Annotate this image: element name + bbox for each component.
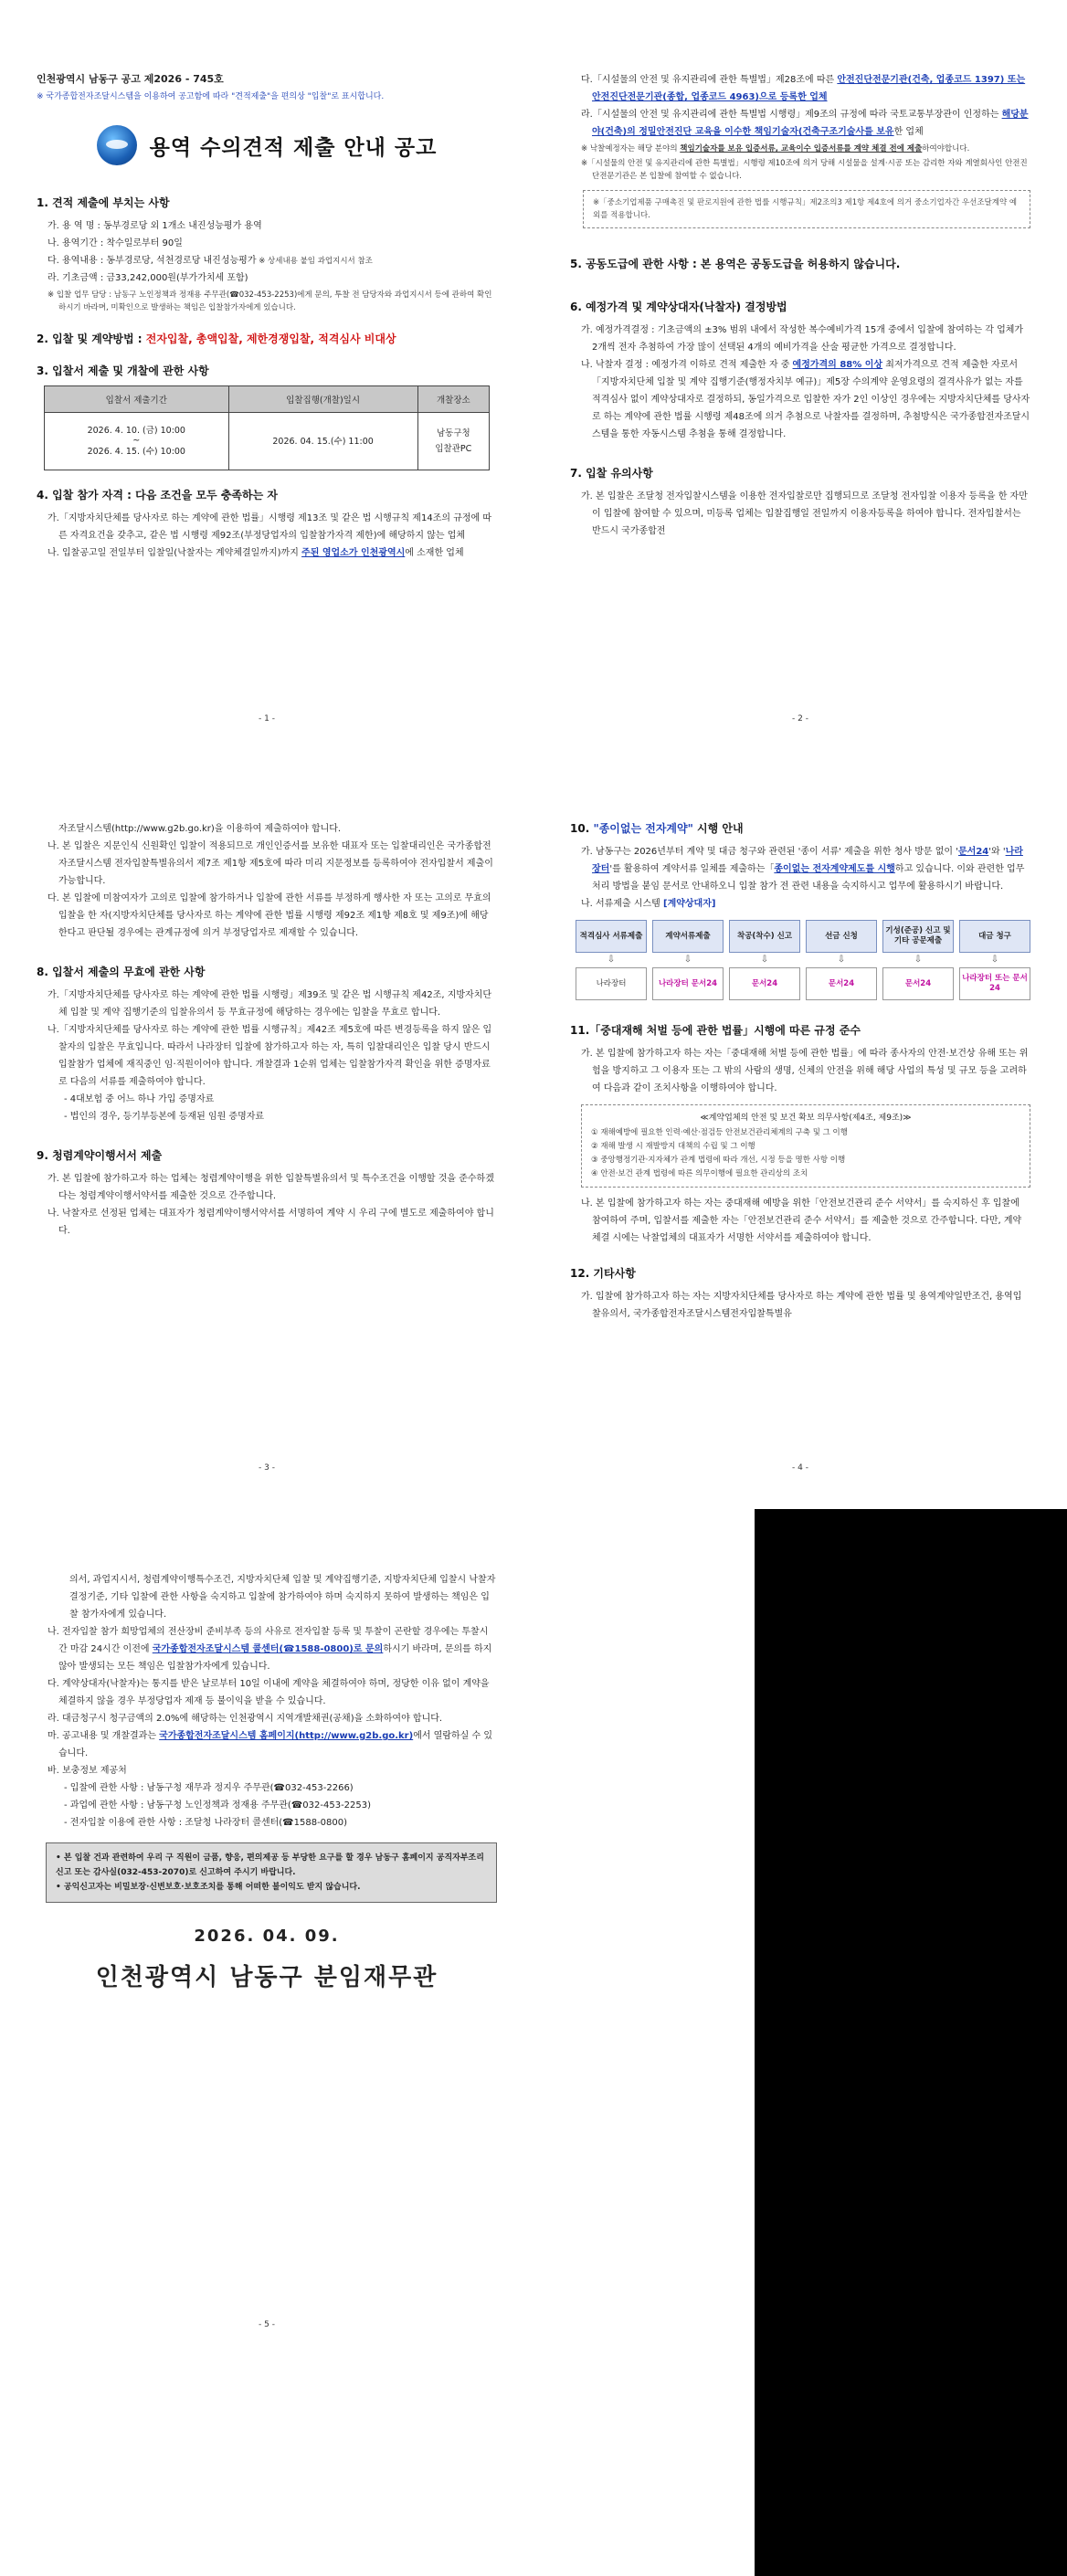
s1-item-content: 다. 용역내용 : 동부경로당, 석천경로당 내진성능평가 ※ 상세내용 붙임 과업지시서 참조 — [48, 256, 373, 266]
page-number: - 2 - — [792, 714, 808, 723]
obligation-title: ≪계약업체의 안전 및 보건 확보 의무사항(제4조, 제9조)≫ — [700, 1114, 912, 1123]
s7-ga: 가. 본 입찰은 조달청 전자입찰시스템을 이용한 전자입찰로만 집행되므로 조달청 전자입찰 이용자 등록을 한 자만이 입찰에 참여할 수 있으며, 미등록 업체는 입찰집행일 전일까지 이용자등록을 하여야 합니다. 전자입찰서는 반드시 국가종합전 — [581, 491, 1028, 536]
section-10-heading: 10. "종이없는 전자계약" 시행 안내 — [570, 822, 744, 835]
s1-item-name: 가. 용 역 명 : 동부경로당 외 1개소 내진성능평가 용역 — [48, 221, 262, 231]
s12-ra: 라. 대금청구시 청구금액의 2.0%에 해당하는 인천광역시 지역개발채권(공채)을 소화하여야 합니다. — [48, 1714, 443, 1724]
obligation-item: ③ 중앙행정기관·지자체가 관계 법령에 따라 개선, 시정 등을 명한 사항 이행 — [591, 1156, 846, 1165]
sme-exception-note: ※「중소기업제품 구매촉진 및 판로지원에 관한 법률 시행규칙」제2조의3 제1항 제4호에 의거 중소기업자간 우선조달계약 예외를 적용합니다. — [583, 190, 1030, 228]
issuing-office: 인천광역시 남동구 분임재무관 — [95, 1964, 438, 1991]
arrow-down-icon: ⇩ — [683, 955, 692, 965]
col-place: 개찰장소 — [417, 386, 489, 413]
s12-ma: 마. 공고내용 및 개찰결과는 국가종합전자조달시스템 홈페이지(http://www.g2b.go.kr)에서 열람하실 수 있습니다. — [48, 1731, 493, 1758]
s8-na: 나.「지방자치단체를 당사자로 하는 계약에 관한 법률 시행규칙」제42조 제5호에 따른 변경등록을 하지 않은 입찰자의 입찰은 무효입니다. 따라서 나라장터 입찰에 참가하고자 하는 자, 특히 입찰대리인은 입찰 당시 반드시 입찰참가 업체에 재직중인 임·직원이어야 합니다. 개찰결과 1순위 업체는 입찰참가자격 확인을 위한 증명자료로 다음의 서류를 제출하여야 합니다. — [48, 1025, 492, 1087]
s4-na: 나. 입찰공고일 전일부터 입찰일(낙찰자는 계약체결일까지)까지 주된 영업소가 인천광역시에 소재한 업체 — [48, 548, 464, 558]
col-period: 입찰서 제출기간 — [45, 386, 229, 413]
arrow-down-icon: ⇩ — [607, 955, 616, 965]
s4-star2: ※「시설물의 안전 및 유지관리에 관한 특별법」시행령 제10조에 의거 당해 시설물을 설계·시공 또는 감리한 자와 계열회사인 안전진단전문기관은 본 입찰에 참여할 수 없습니다. — [581, 159, 1028, 181]
s9-na: 나. 낙찰자로 선정된 업체는 대표자가 청렴계약이행서약서를 서명하여 계약 시 우리 구에 별도로 제출하여야 합니다. — [48, 1209, 494, 1236]
page-5 — [0, 1498, 534, 2576]
s10-ga: 가. 남동구는 2026년부터 계약 및 대금 청구와 관련된 '종이 서류' 제출을 위한 청사 방문 없이 '문서24'와 '나라장터'를 활용하여 계약서류 일체를 제출하는「종이없는 전자계약제도를 시행하고 있습니다. 이와 관련한 업무처리 방법을 붙임 문서로 안내하오니 입찰 참가 전 관련 내용을 숙지하시고 업무에 활용하시기 바랍니다. — [581, 847, 1025, 892]
s6-ga: 가. 예정가격결정 : 기초금액의 ±3% 범위 내에서 작성한 복수예비가격 15개 중에서 입찰에 참여하는 각 업체가 2개씩 전자 추첨하여 가장 많이 선택된 4개의 예비가격을 산술 평균한 가격으로 결정합니다. — [581, 325, 1024, 353]
notice-number: 인천광역시 남동구 공고 제2026 - 745호 — [37, 73, 224, 85]
page-2 — [534, 0, 1067, 749]
section-11-heading: 11.「중대재해 처벌 등에 관한 법률」시행에 따른 규정 준수 — [570, 1024, 861, 1037]
page-4 — [534, 749, 1067, 1498]
s9-ga: 가. 본 입찰에 참가하고자 하는 업체는 청렴계약이행을 위한 입찰특별유의서 및 특수조건을 이행할 것을 준수하겠다는 청렴계약이행서약서를 제출한 것으로 간주합니다. — [48, 1174, 494, 1201]
section-2-heading: 2. 입찰 및 계약방법 : 전자입찰, 총액입찰, 제한경쟁입찰, 적격심사 비대상 — [37, 333, 396, 345]
integrity-notice-2: • 공익신고자는 비밀보장·신변보호·보호조치를 통해 어떠한 불이익도 받지 않습니다. — [56, 1883, 361, 1892]
s8-ga: 가.「지방자치단체를 당사자로 하는 계약에 관한 법률 시행령」제39조 및 같은 법 시행규칙 제42조, 지방자치단체 입찰 및 계약 집행기준의 입찰유의서 등 무효규정에 해당하는 경우에는 입찰을 무효로 합니다. — [48, 990, 492, 1018]
s4-star1: ※ 낙찰예정자는 해당 분야의 책임기술자를 보유 입증서류, 교육이수 입증서류를 계약 체결 전에 제출하여야합니다. — [581, 144, 970, 153]
flow-step-qualification: 적격심사 서류제출 ⇩ 나라장터 — [576, 920, 647, 1000]
contact-e-bid: - 전자입찰 이용에 관한 사항 : 조달청 나라장터 콜센터(☎1588-0800) — [64, 1818, 348, 1828]
schedule-table — [44, 385, 490, 470]
section-12-heading: 12. 기타사항 — [570, 1267, 636, 1280]
section-5-heading: 5. 공동도급에 관한 사항 : 본 용역은 공동도급을 허용하지 않습니다. — [570, 258, 901, 270]
namdong-logo-icon — [97, 125, 137, 165]
notice-note: ※ 국가종합전자조달시스템을 이용하여 공고함에 따라 "견적제출"을 편의상 "입찰"로 표시합니다. — [37, 92, 385, 101]
arrow-down-icon: ⇩ — [760, 955, 769, 965]
s1-item-period: 나. 용역기간 : 착수일로부터 90일 — [48, 238, 183, 248]
cell-place: 남동구청 입찰관PC — [417, 413, 489, 470]
s8-doc1: - 4대보험 중 어느 하나 가입 증명자료 — [64, 1094, 215, 1104]
s1-contact-note: ※ 입찰 업무 담당 : 남동구 노인정책과 정재용 주무관(☎032-453-2253)에게 문의, 투찰 전 담당자와 과업지시서 등에 관하여 확인하시기 바라며, 미확인으로 발생하는 책임은 입찰참가자에게 있습니다. — [48, 290, 492, 312]
integrity-notice-box — [46, 1842, 497, 1903]
cell-opening: 2026. 04. 15.(수) 11:00 — [228, 413, 417, 470]
black-area — [755, 1509, 1067, 2576]
obligation-item: ④ 안전·보건 관계 법령에 따른 의무이행에 필요한 관리상의 조치 — [591, 1169, 808, 1178]
obligation-item: ② 재해 발생 시 재발방지 대책의 수립 및 그 이행 — [591, 1142, 755, 1151]
obligation-item: ① 재해예방에 필요한 인력·예산·점검등 안전보건관리체계의 구축 및 그 이행 — [591, 1128, 848, 1137]
s7-na: 나. 본 입찰은 지문인식 신원확인 입찰이 적용되므로 개인인증서를 보유한 대표자 또는 입찰대리인은 국가종합전자조달시스템 전자입찰특별유의서 제7조 제1항 제5호에 따라 미리 지문정보를 등록하여야 전자입찰서 제출이 가능합니다. — [48, 841, 493, 886]
page-number: - 4 - — [792, 1463, 808, 1473]
contact-task: - 과업에 관한 사항 : 남동구청 노인정책과 정재용 주무관(☎032-453-2253) — [64, 1800, 372, 1811]
title-row — [37, 125, 497, 165]
arrow-down-icon: ⇩ — [990, 955, 999, 965]
s1-item-base-amount: 라. 기초금액 : 금33,242,000원(부가가치세 포함) — [48, 273, 248, 283]
flow-step-payment-claim: 대금 청구 ⇩ 나라장터 또는 문서24 — [959, 920, 1030, 1000]
s4-ra: 라.「시설물의 안전 및 유지관리에 관한 특별법 시행령」제9조의 규정에 따라 국토교통부장관이 인정하는 해당분야(건축)의 정밀안전진단 교육을 이수한 책임기술자(건축구조기술사를 보유한 업체 — [581, 110, 1029, 137]
col-opening: 입찰집행(개찰)일시 — [228, 386, 417, 413]
s12-na: 나. 전자입찰 참가 희망업체의 전산장비 준비부족 등의 사유로 전자입찰 등록 및 투찰이 곤란할 경우에는 투찰시간 마감 24시간 이전에 국가종합전자조달시스템 콜센터(☎1588-0800)로 문의하시기 바라며, 문의를 하지 않아 발생되는 모든 책임은 입찰참가자에게 있습니다. — [48, 1627, 492, 1672]
section-4-heading: 4. 입찰 참가 자격 : 다음 조건을 모두 충족하는 자 — [37, 489, 278, 501]
submission-flow — [576, 920, 1030, 1000]
s12-ga: 가. 입찰에 참가하고자 하는 자는 지방자치단체를 당사자로 하는 계약에 관한 법률 및 용역계약일반조건, 용역입찰유의서, 국가종합전자조달시스템전자입찰특별유 — [581, 1292, 1022, 1319]
s11-ga: 가. 본 입찰에 참가하고자 하는 자는「중대재해 처벌 등에 관한 법률」에 따라 종사자의 안전·보건상 유해 또는 위험을 방지하고 그 이용자 또는 그 밖의 사람의 생명, 신체의 안전을 위해 해당 사업의 특성 및 규모 등을 고려하여 다음과 같이 조치사항을 이행하여야 합니다. — [581, 1049, 1029, 1093]
section-6-heading: 6. 예정가격 및 계약상대자(낙찰자) 결정방법 — [570, 301, 787, 313]
page-3 — [0, 749, 534, 1498]
arrow-down-icon: ⇩ — [837, 955, 846, 965]
cell-period: 2026. 4. 10. (금) 10:00 ~ 2026. 4. 15. (수) 10:00 — [45, 413, 229, 470]
flow-step-progress-report: 기성(준공) 신고 및 기타 공문제출 ⇩ 문서24 — [882, 920, 954, 1000]
flow-step-contract-docs: 계약서류제출 ⇩ 나라장터 문서24 — [652, 920, 724, 1000]
s12-da: 다. 계약상대자(낙찰자)는 통지를 받은 날로부터 10일 이내에 계약을 체결하여야 하며, 정당한 이유 없이 계약을 체결하지 않을 경우 부정당업자 제재 등 불이익을 받을 수 있습니다. — [48, 1679, 490, 1706]
s4-da: 다.「시설물의 안전 및 유지관리에 관한 특별법」제28조에 따른 안전진단전문기관(건축, 업종코드 1397) 또는 안전진단전문기관(종합, 업종코드 4963)으로 등록한 업체 — [581, 75, 1026, 102]
s8-doc2: - 법인의 경우, 등기부등본에 등재된 임원 증명자료 — [64, 1112, 265, 1122]
flow-step-start-report: 착공(착수) 신고 ⇩ 문서24 — [729, 920, 800, 1000]
s7-cont: 자조달시스템(http://www.g2b.go.kr)을 이용하여 제출하여야 합니다. — [58, 824, 342, 834]
s12-ba: 바. 보충정보 제공처 — [48, 1766, 127, 1776]
arrow-down-icon: ⇩ — [914, 955, 923, 965]
section-8-heading: 8. 입찰서 제출의 무효에 관한 사항 — [37, 966, 206, 978]
integrity-notice-1: • 본 입찰 건과 관련하여 우리 구 직원이 금품, 향응, 편의제공 등 부당한 요구를 할 경우 남동구 홈페이지 공직자부조리신고 또는 감사실(032-453-2070)로 신고하여 주시기 바랍니다. — [56, 1853, 484, 1877]
notice-date: 2026. 04. 09. — [194, 1927, 340, 1946]
s6-na: 나. 낙찰자 결정 : 예정가격 이하로 견적 제출한 자 중 예정가격의 88% 이상 최저가격으로 견적 제출한 자로서「지방자치단체 입찰 및 계약 집행기준(행정자치부 예규)」제5장 수의계약 운영요령의 결격사유가 없는 자를 적격심사 없이 계약상대자로 결정하되, 동일가격으로 입찰한 자가 2인 이상인 경우에는 지방자치단체를 당사자로 하는 계약에 관한 법률 시행령 제48조에 의거 추첨으로 낙찰자를 결정하며, 추첨방식은 국가종합전자조달시스템을 통한 자동시스템 추첨을 통해 결정합니다. — [581, 360, 1030, 439]
page-number: - 3 - — [259, 1463, 275, 1473]
page-1 — [0, 0, 534, 749]
section-7-heading: 7. 입찰 유의사항 — [570, 467, 653, 480]
section-9-heading: 9. 청렴계약이행서서 제출 — [37, 1149, 163, 1162]
s12-cont: 의서, 과업지시서, 청렴계약이행특수조건, 지방자치단체 입찰 및 계약집행기준, 지방자치단체 입찰시 낙찰자 결정기준, 기타 입찰에 관한 사항을 숙지하고 입찰에 참가하여야 하며 숙지하지 못하여 발생하는 책임은 입찰 참가자에게 있습니다. — [69, 1575, 496, 1620]
section-3-heading: 3. 입찰서 제출 및 개찰에 관한 사항 — [37, 364, 209, 377]
s4-ga: 가.「지방자치단체를 당사자로 하는 계약에 관한 법률」시행령 제13조 및 같은 법 시행규칙 제14조의 규정에 따른 자격요건을 갖추고, 같은 법 시행령 제92조(부정당업자의 입찰참가자격 제한)에 해당하지 않는 업체 — [48, 513, 492, 541]
flow-step-advance-payment: 선금 신청 ⇩ 문서24 — [806, 920, 877, 1000]
page-number: - 1 - — [259, 714, 275, 723]
contact-bid: - 입찰에 관한 사항 : 남동구청 재무과 정지우 주무관(☎032-453-2266) — [64, 1783, 354, 1793]
safety-obligation-box — [581, 1104, 1030, 1188]
s11-na: 나. 본 입찰에 참가하고자 하는 자는 중대재해 예방을 위한「안전보건관리 준수 서약서」를 숙지하신 후 입찰에 참여하여 주며, 입찰서를 제출한 자는「안전보건관리 준수 서약서」를 제출한 것으로 간주합니다. 다만, 계약 체결 시에는 낙찰업체의 대표자가 서명한 서약서를 제출하여야 합니다. — [581, 1198, 1022, 1243]
section-1-heading: 1. 견적 제출에 부치는 사항 — [37, 196, 170, 209]
s10-na: 나. 서류제출 시스템 [계약상대자] — [581, 899, 716, 909]
s7-da: 다. 본 입찰에 미참여자가 고의로 입찰에 참가하거나 입찰에 관한 서류를 부정하게 행사한 자 또는 고의로 무효의 입찰을 한 자(지방자치단체를 당사자로 하는 계약에 관한 법률 시행령 제92조 제1항 제8호 및 제9조)에 해당한다고 판단될 경우에는 관계규정에 의거 부정당업자로 제재할 수 있습니다. — [48, 893, 491, 938]
page-number: - 5 - — [259, 2320, 275, 2329]
document-title: 용역 수의견적 제출 안내 공고 — [149, 135, 438, 160]
